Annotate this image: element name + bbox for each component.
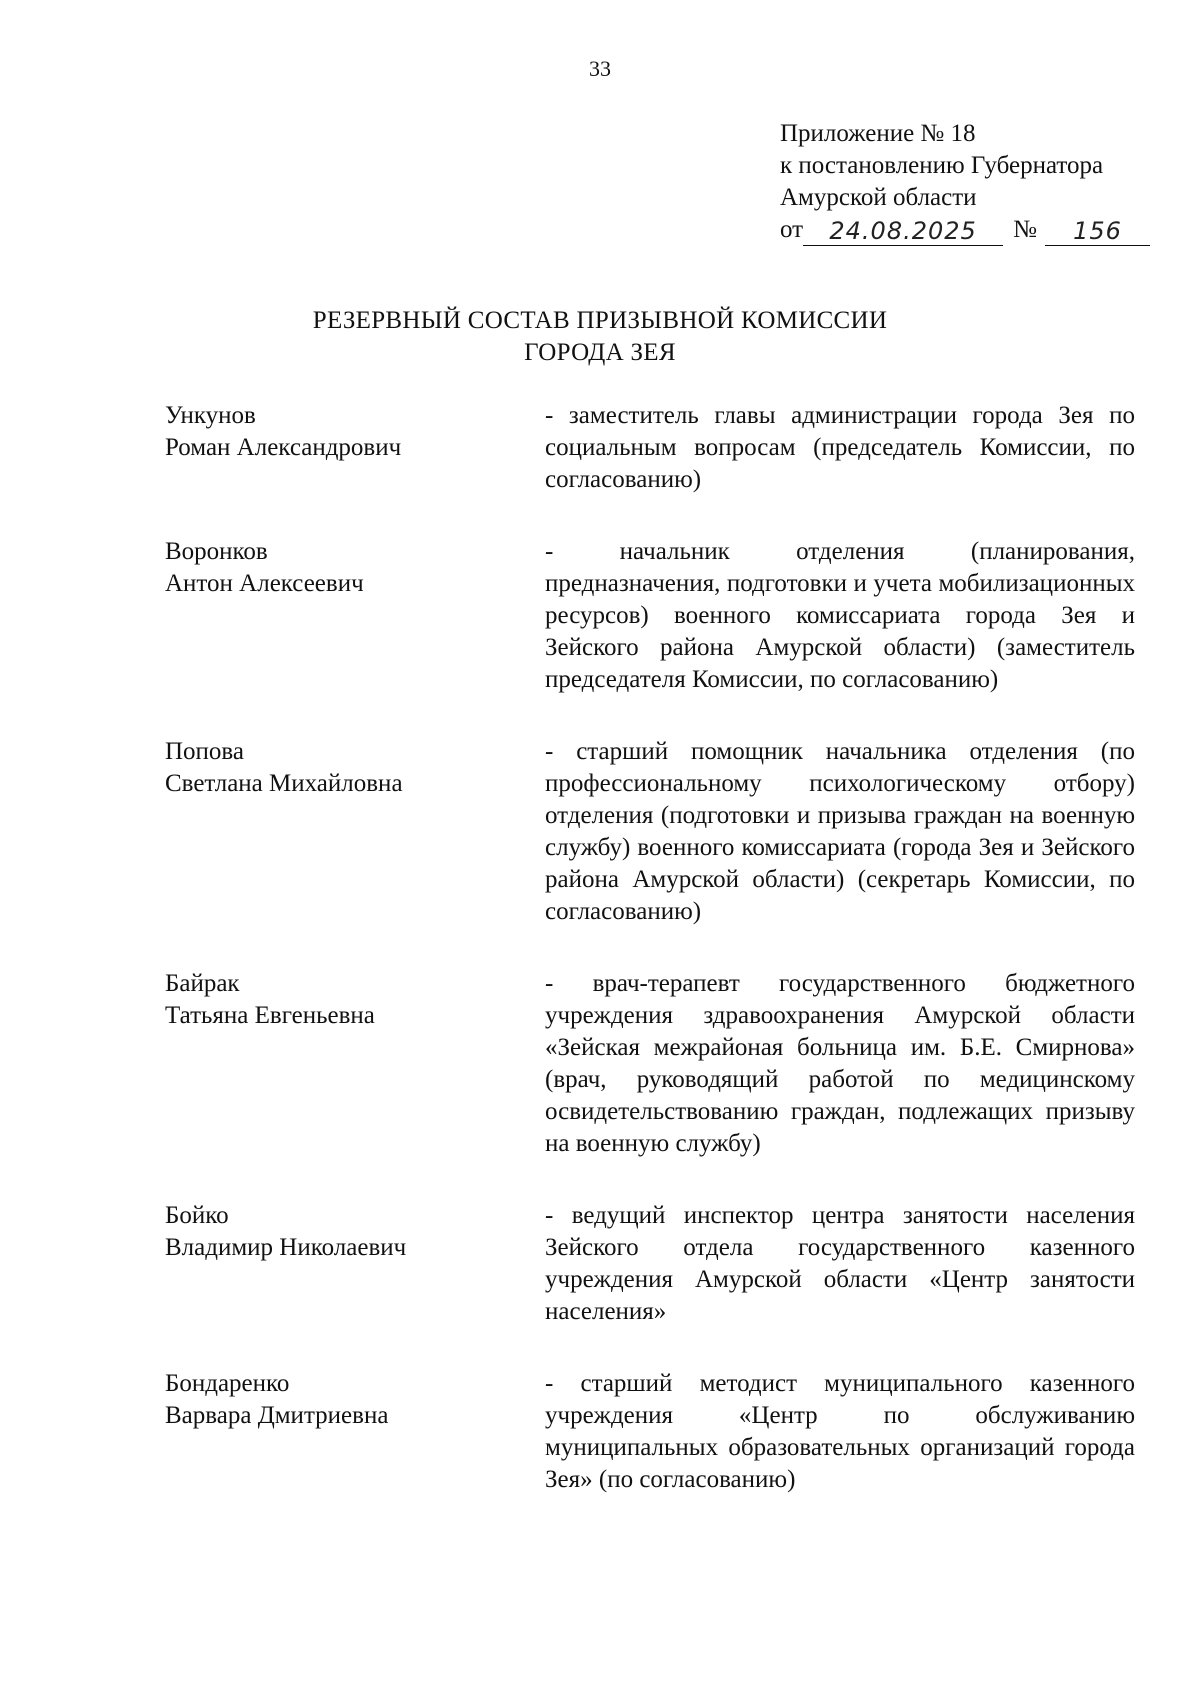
member-name: [165, 1200, 545, 1264]
appendix-title: Приложение № 18: [780, 120, 976, 147]
member-given-name: Светлана Михайловна: [165, 770, 403, 797]
member-given-name: Татьяна Евгеньевна: [165, 1002, 375, 1029]
member-list: [165, 400, 1135, 1536]
member-row: [165, 536, 1135, 696]
member-given-name: Варвара Дмитриевна: [165, 1402, 389, 1429]
appendix-region: Амурской области: [780, 184, 977, 211]
member-name: [165, 736, 545, 800]
member-surname: Бойко: [165, 1202, 229, 1229]
appendix-reference: к постановлению Губернатора: [780, 152, 1104, 179]
member-surname: Воронков: [165, 538, 268, 565]
member-surname: Попова: [165, 738, 245, 765]
page-number: 33: [589, 56, 611, 81]
member-role: - врач-терапевт государственного бюджетного учреждения здравоохранения Амурской области «Зейская межрайоная больница им. Б.Е. Смирнова» (врач, руководящий работой по медицинскому освидетельствованию граждан, подлежащих призыву на военную службу): [545, 970, 1135, 1157]
member-role: - старший помощник начальника отделения (по профессиональному психологическому отбору) отделения (подготовки и призыва граждан на военную службу) военного комиссариата (города Зея и Зейского района Амурской области) (секретарь Комиссии, по согласованию): [545, 738, 1135, 925]
member-role: - ведущий инспектор центра занятости населения Зейского отдела государственного казенного учреждения Амурской области «Центр занятости населения»: [545, 1202, 1135, 1325]
member-surname: Бондаренко: [165, 1370, 290, 1397]
member-name: [165, 1368, 545, 1432]
number-label: №: [1013, 216, 1037, 243]
document-title: [0, 305, 1200, 369]
from-label: от: [780, 216, 804, 243]
member-name: [165, 536, 545, 600]
member-given-name: Роман Александрович: [165, 434, 402, 461]
member-row: [165, 1368, 1135, 1496]
member-name: [165, 968, 545, 1032]
handwritten-number: 156: [1045, 217, 1150, 246]
decree-date-number-line: [780, 214, 1180, 246]
handwritten-date: 24.08.2025: [803, 217, 1003, 246]
member-row: [165, 736, 1135, 928]
title-line-2: ГОРОДА ЗЕЯ: [524, 339, 676, 366]
member-given-name: Владимир Николаевич: [165, 1234, 407, 1261]
title-line-1: РЕЗЕРВНЫЙ СОСТАВ ПРИЗЫВНОЙ КОМИССИИ: [312, 307, 888, 334]
member-row: [165, 1200, 1135, 1328]
member-given-name: Антон Алексеевич: [165, 570, 364, 597]
member-role: - начальник отделения (планирования, предназначения, подготовки и учета мобилизационных ресурсов) военного комиссариата города Зея и Зейского района Амурской области) (заместитель председателя Комиссии, по согласованию): [545, 538, 1135, 693]
member-surname: Ункунов: [165, 402, 256, 429]
member-surname: Байрак: [165, 970, 240, 997]
member-row: [165, 968, 1135, 1160]
member-name: [165, 400, 545, 464]
member-role: - старший методист муниципального казенного учреждения «Центр по обслуживанию муниципальных образовательных организаций города Зея» (по согласованию): [545, 1370, 1135, 1493]
member-row: [165, 400, 1135, 496]
member-role: - заместитель главы администрации города Зея по социальным вопросам (председатель Комиссии, по согласованию): [545, 402, 1135, 493]
appendix-block: [780, 118, 1180, 246]
